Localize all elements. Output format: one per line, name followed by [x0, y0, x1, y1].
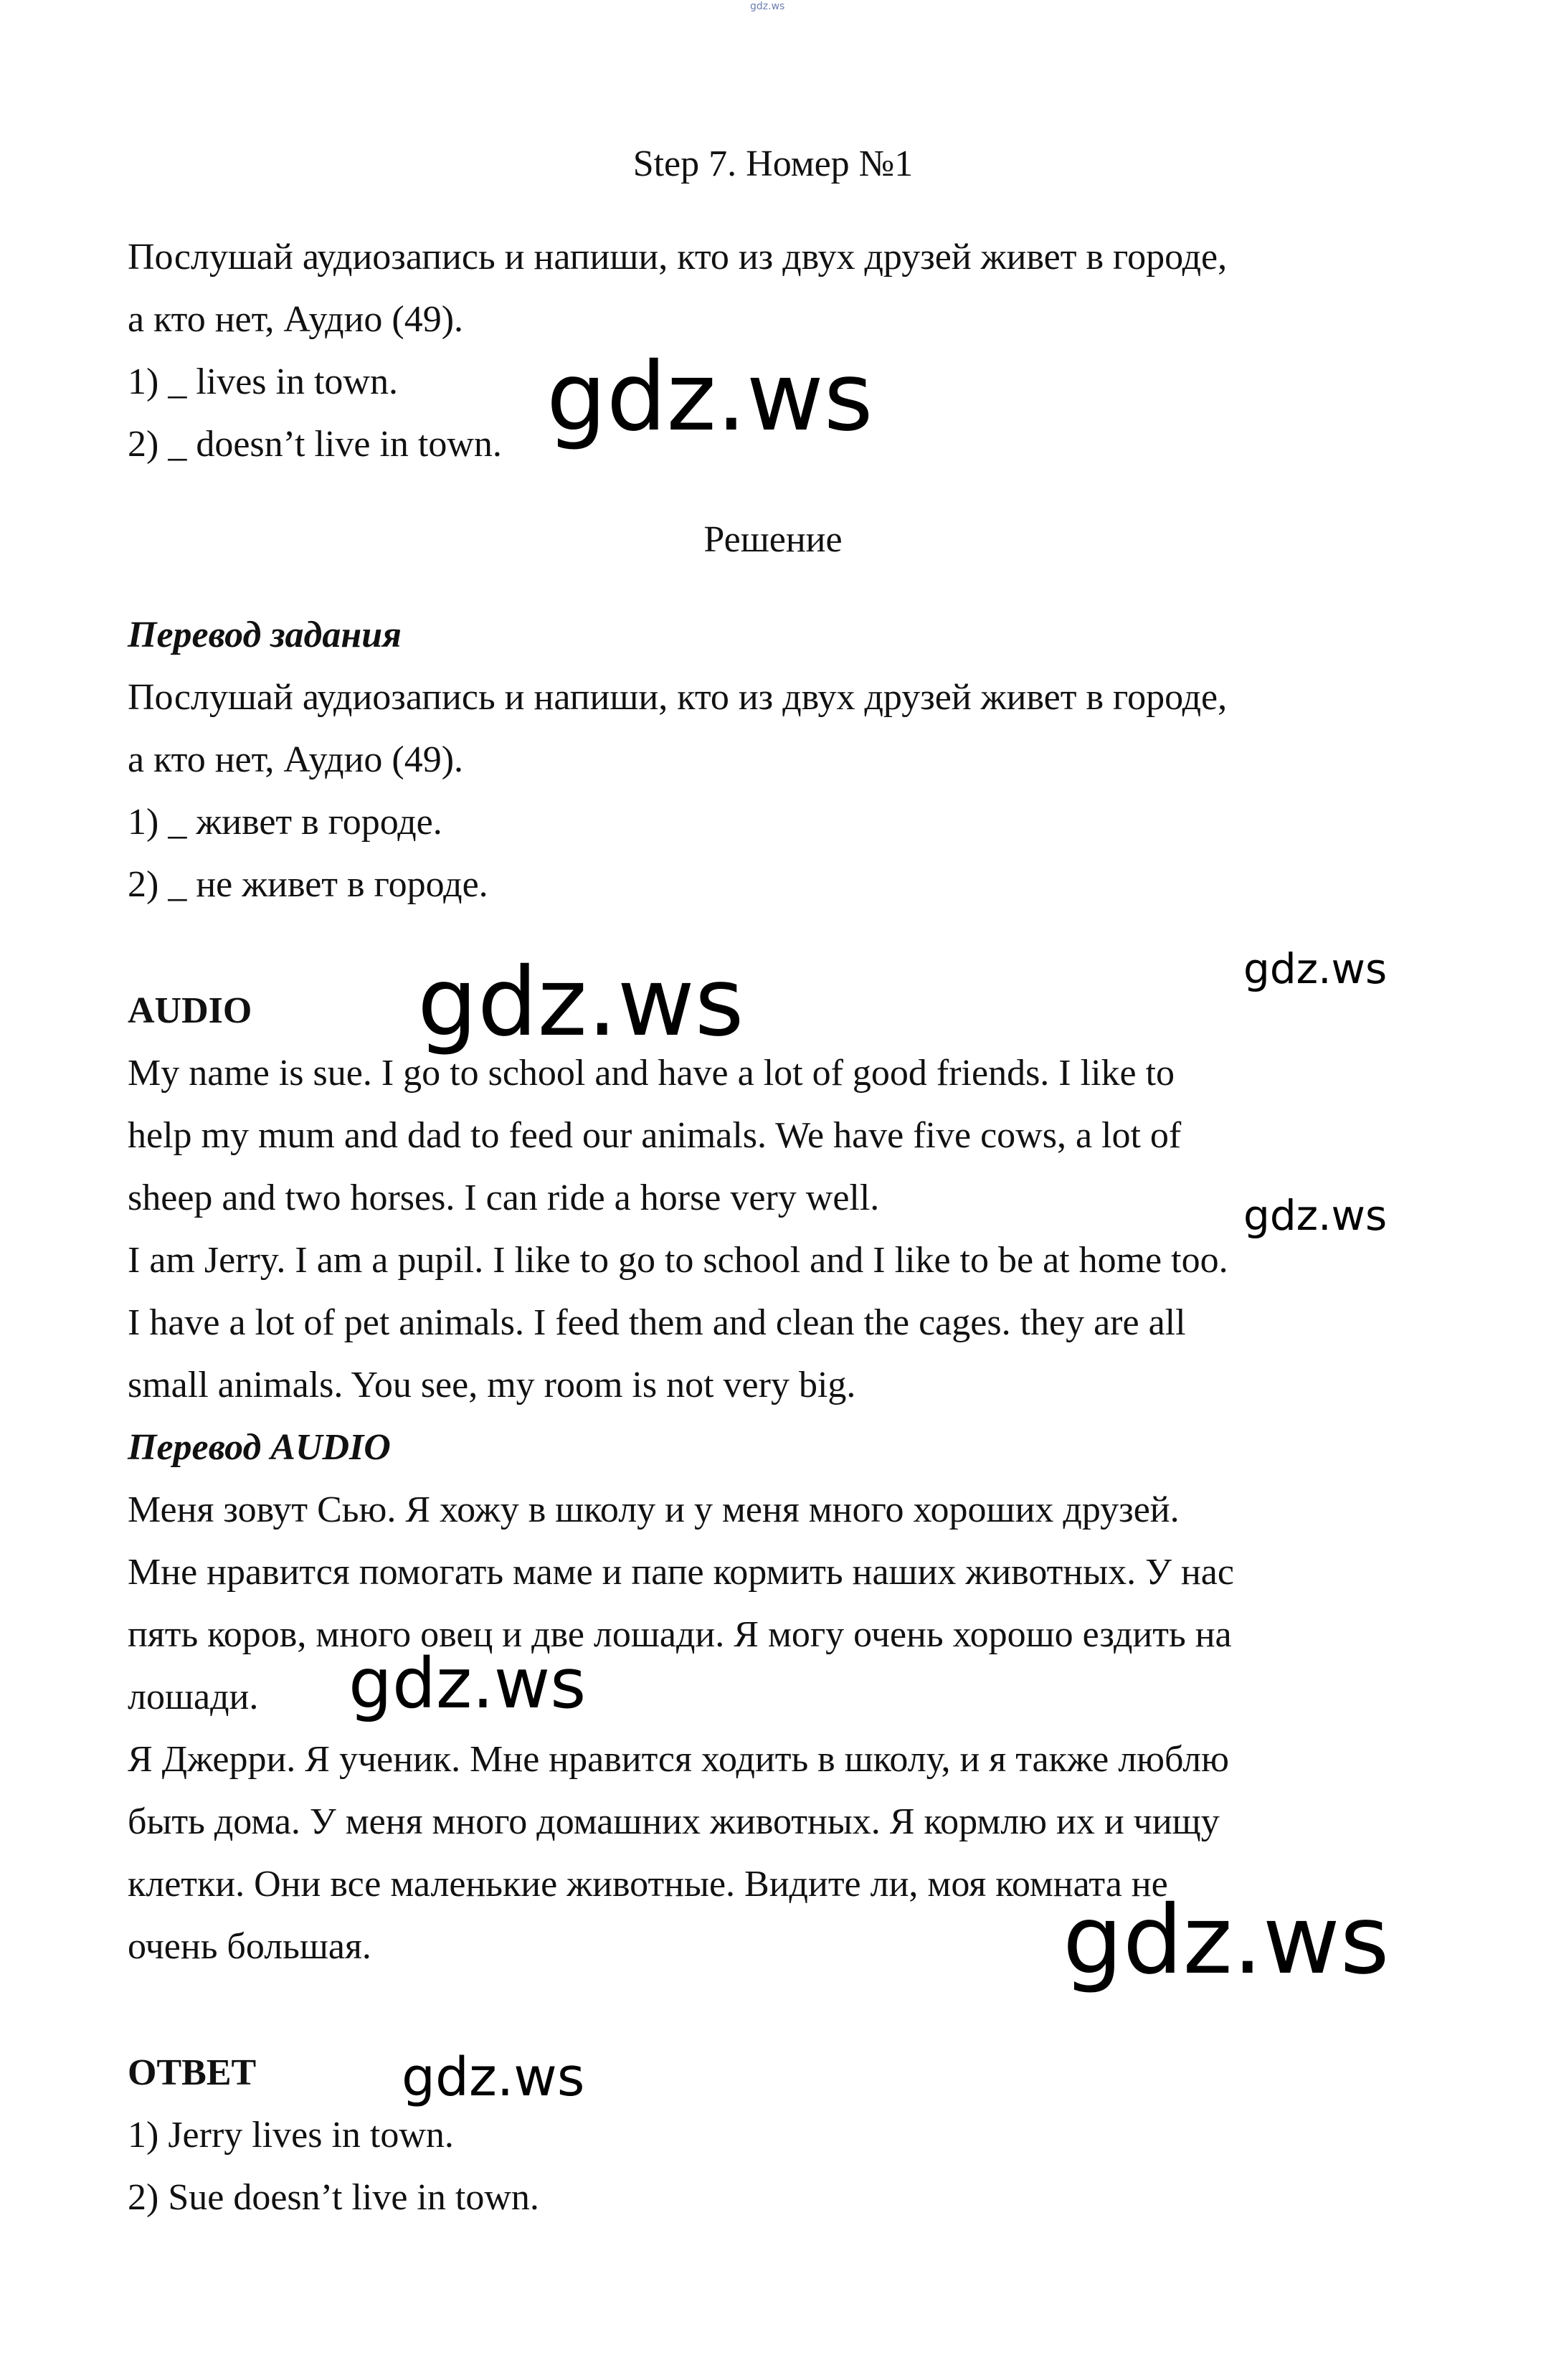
- task-line-4: 2) _ doesn’t live in town.: [128, 424, 502, 465]
- watermark-1: gdz.ws: [546, 342, 873, 452]
- audio-translation-line-7: клетки. Они все маленькие животные. Видите ли, моя комната не: [128, 1864, 1168, 1905]
- task-line-3: 1) _ lives in town.: [128, 361, 398, 402]
- translation-heading: Перевод задания: [128, 615, 402, 655]
- watermark-5: gdz.ws: [348, 1644, 587, 1724]
- audio-line-3: sheep and two horses. I can ride a horse very well.: [128, 1177, 880, 1218]
- answer-line-1: 1) Jerry lives in town.: [128, 2115, 454, 2156]
- audio-translation-line-5: Я Джерри. Я ученик. Мне нравится ходить в школу, и я также люблю: [128, 1739, 1229, 1780]
- audio-translation-line-2: Мне нравится помогать маме и папе кормить наших животных. У нас: [128, 1552, 1234, 1593]
- page-title: Step 7. Номер №1: [632, 143, 914, 184]
- audio-line-1: My name is sue. I go to school and have a lot of good friends. I like to: [128, 1053, 1175, 1094]
- audio-translation-line-6: быть дома. У меня много домашних животных. Я кормлю их и чищу: [128, 1801, 1220, 1842]
- answer-heading: ОТВЕТ: [128, 2052, 257, 2093]
- audio-translation-line-8: очень большая.: [128, 1926, 371, 1967]
- translation-line-4: 2) _ не живет в городе.: [128, 864, 488, 905]
- audio-translation-line-4: лошади.: [128, 1677, 259, 1717]
- audio-translation-heading: Перевод AUDIO: [128, 1427, 391, 1468]
- watermark-6: gdz.ws: [1063, 1885, 1390, 1996]
- answer-line-2: 2) Sue doesn’t live in town.: [128, 2177, 539, 2218]
- solution-heading: Решение: [703, 519, 843, 560]
- audio-line-4: I am Jerry. I am a pupil. I like to go to school and I like to be at home too.: [128, 1240, 1228, 1281]
- audio-line-5: I have a lot of pet animals. I feed them and clean the cages. they are all: [128, 1302, 1186, 1343]
- watermark-7: gdz.ws: [402, 2047, 585, 2108]
- translation-line-1: Послушай аудиозапись и напиши, кто из двух друзей живет в городе,: [128, 677, 1228, 718]
- audio-line-6: small animals. You see, my room is not very big.: [128, 1365, 856, 1405]
- task-line-1: Послушай аудиозапись и напиши, кто из двух друзей живет в городе,: [128, 237, 1228, 278]
- task-line-2: а кто нет, Аудио (49).: [128, 299, 464, 340]
- audio-line-2: help my mum and dad to feed our animals. We have five cows, a lot of: [128, 1115, 1182, 1156]
- watermark-3: gdz.ws: [1243, 944, 1388, 993]
- watermark-2: gdz.ws: [417, 947, 744, 1058]
- audio-translation-line-3: пять коров, много овец и две лошади. Я могу очень хорошо ездить на: [128, 1614, 1232, 1655]
- translation-line-2: а кто нет, Аудио (49).: [128, 739, 464, 780]
- watermark-top-small: gdz.ws: [750, 1, 785, 12]
- audio-translation-line-1: Меня зовут Сью. Я хожу в школу и у меня много хороших друзей.: [128, 1489, 1180, 1530]
- translation-line-3: 1) _ живет в городе.: [128, 802, 442, 843]
- watermark-4: gdz.ws: [1243, 1191, 1388, 1240]
- audio-heading: AUDIO: [128, 990, 252, 1031]
